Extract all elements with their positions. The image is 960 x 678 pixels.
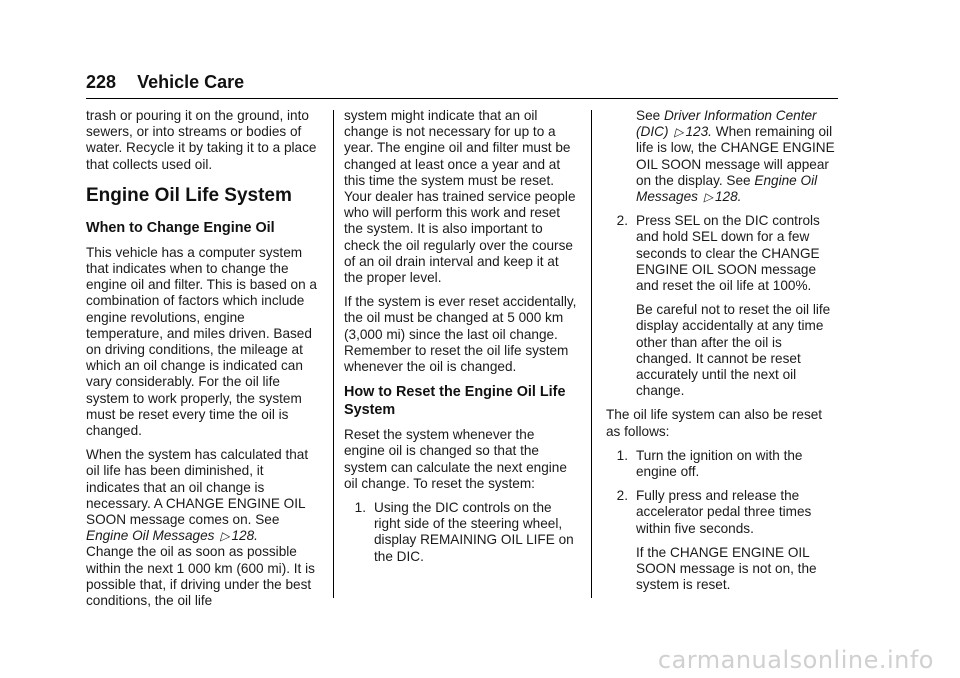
- list-text: Press SEL on the DIC controls and hold SEL down for a few seconds to clear the CHANGE ENGINE OIL SOON message and reset the oil life at 100%.: [636, 213, 820, 294]
- paragraph-text: See: [636, 108, 661, 123]
- paragraph: This vehicle has a computer system that indicates when to change the engine oil and filter. This is based on a combination of factors which include engine revolutions, engine temperature, and miles driven. Based on driving conditions, the mileage at which an oil change is indicated can vary considerably. For the oil life system to work properly, the system must be reset every time the oil is changed.: [86, 244, 317, 439]
- page-number: 228: [86, 72, 117, 92]
- paragraph: Change the oil as soon as possible within the next 1 000 km (600 mi). It is possible that, if driving under the best conditions, the oil life: [86, 544, 315, 609]
- cross-reference-title: Engine Oil Messages: [636, 172, 818, 205]
- page-ref-arrow-icon: ▷: [703, 190, 713, 205]
- list-text: Using the DIC controls on the right side of the steering wheel, display REMAINING OIL LIFE on the DIC.: [374, 500, 574, 564]
- list-number: 2.: [616, 213, 628, 229]
- cross-reference-page: 128: [231, 528, 255, 544]
- paragraph: If the system is ever reset accidentally, the oil must be changed at 5 000 km (3,000 mi) since the last oil change. Remember to reset the oil life system whenever the oil is changed.: [344, 294, 577, 375]
- column-3: [606, 108, 840, 601]
- list-item: [606, 213, 840, 294]
- list-text: Turn the ignition on with the engine off.: [636, 447, 803, 480]
- section-heading: Engine Oil Life System: [86, 184, 292, 206]
- cross-reference-page: 123: [685, 124, 709, 140]
- paragraph: Reset the system whenever the engine oil is changed so that the system can calculate the next engine oil change. To reset the system:: [344, 427, 567, 491]
- cross-reference-title: Driver Information Center (DIC): [636, 108, 817, 140]
- column-divider: [333, 110, 334, 598]
- page-ref-arrow-icon: ▷: [674, 125, 684, 140]
- cross-reference-link[interactable]: Engine Oil Messages ▷ 128.: [636, 172, 818, 205]
- watermark: carmanualsonline.info: [657, 646, 934, 674]
- list-item-continuation: [606, 108, 840, 205]
- header-rule: [86, 98, 838, 99]
- column-divider: [591, 110, 592, 598]
- cross-reference-title: Engine Oil Messages: [86, 528, 215, 544]
- cross-reference-link[interactable]: Engine Oil Messages ▷ 128.: [86, 528, 258, 544]
- list-number: 1.: [616, 447, 628, 463]
- paragraph: trash or pouring it on the ground, into sewers, or into streams or bodies of water. Recycle it by taking it to a place that collects used oil.: [86, 108, 317, 172]
- section-title: Vehicle Care: [137, 72, 245, 92]
- list-number: 2.: [616, 488, 628, 504]
- list-item: [606, 448, 840, 480]
- list-item: [344, 500, 578, 565]
- paragraph: system might indicate that an oil change is not necessary for up to a year. The engine oil and filter must be changed at least once a year and at this time the system must be reset. Your dealer has trained service people who will perform this work and reset the system. It is also important to check the oil regularly over the course of an oil drain interval and keep it at the proper level.: [344, 108, 576, 286]
- list-number: 1.: [354, 500, 366, 516]
- list-note: If the CHANGE ENGINE OIL SOON message is not on, the system is reset.: [636, 544, 817, 593]
- subsection-heading: How to Reset the Engine Oil Life System: [344, 384, 566, 419]
- page-header: [86, 72, 244, 93]
- paragraph: The oil life system can also be reset as follows:: [606, 407, 823, 439]
- column-2: [344, 108, 578, 573]
- paragraph-text: When the system has calculated that oil life has been diminished, it indicates that an oil change is necessary. A CHANGE ENGINE OIL SOON message comes on. See: [86, 447, 309, 528]
- subsection-heading: When to Change Engine Oil: [86, 219, 275, 236]
- cross-reference-page: 128: [714, 189, 738, 205]
- page-ref-arrow-icon: ▷: [220, 529, 230, 544]
- paragraph: [86, 447, 318, 544]
- list-note: Be careful not to reset the oil life display accidentally at any time other than after the oil is changed. It cannot be reset accurately until the next oil change.: [636, 302, 831, 399]
- paragraph-text: When remaining oil life is low, the CHANGE ENGINE OIL SOON message will appear on the display. See: [636, 124, 835, 188]
- list-item: [606, 488, 840, 537]
- column-1: [86, 108, 318, 617]
- list-text: Fully press and release the accelerator pedal three times within five seconds.: [636, 488, 812, 536]
- cross-reference-link[interactable]: Driver Information Center (DIC) ▷ 123.: [636, 108, 817, 140]
